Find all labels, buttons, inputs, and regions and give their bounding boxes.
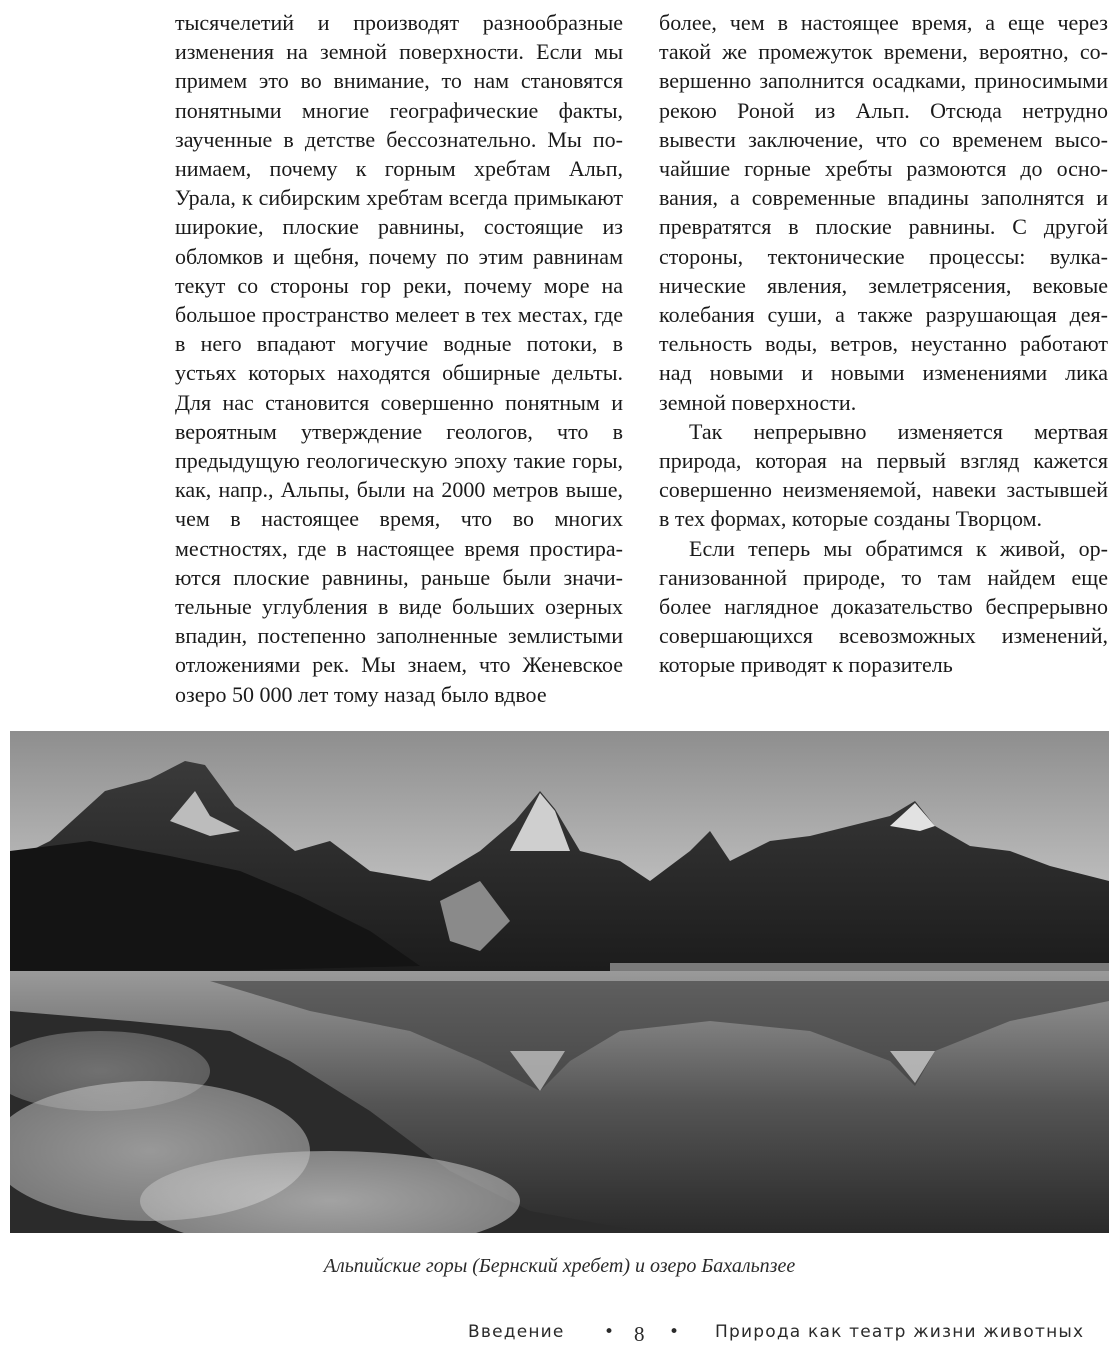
figure-caption: Альпийские горы (Бернский хребет) и озеро Бахальпзее (323, 1255, 796, 1277)
footer-separator: • (669, 1322, 681, 1342)
footer-chapter-title: Природа как театр жизни животных (715, 1322, 1085, 1342)
paragraph: более, чем в настоящее время, а еще через такой же промежуток времени, вероятно, совершенно заполнится осадками, приносимыми рекою Роной из Альп. Отсюда нетрудно вывести заключение, что со временем высочайшие горные хребты размоются до основания, а современные впадины заполнятся и превратятся в плоские равнины. С другой стороны, тектонические процессы: вулканические явления, землетрясения, вековые колебания суши, а также разрушающая деятельность воды, ветров, неустанно работают над новыми и новыми изменениями лика земной поверхности. (659, 10, 1108, 415)
page-footer (0, 1320, 1119, 1346)
mountain-lake-photo (10, 731, 1109, 1233)
text-column-right (659, 8, 1108, 680)
footer-separator: • (604, 1322, 616, 1342)
text-column-left (175, 8, 623, 709)
page-number: 8 (634, 1322, 645, 1346)
paragraph: Если теперь мы обратимся к живой, организованной природе, то там найдем еще более наглядное доказательство беспрерывно совершающихся всевозможных изменений, которые приводят к поразитель (659, 535, 1108, 678)
paragraph: тысячелетий и производят разнообразные изменения на земной поверхности. Если мы примем это во внимание, то нам становятся понятными многие географические факты, заученные в детстве бессознательно. Мы понимаем, почему к горным хребтам Альп, Урала, к сибирским хребтам всегда примыкают широкие, плоские равнины, состоящие из обломков и щебня, почему по этим равнинам текут со стороны гор реки, почему море на большое пространство мелеет в тех местах, где в него впадают могучие водные потоки, в устьях которых находятся обширные дельты. Для нас становится совершенно понятным и вероятным утверждение геологов, что в предыдущую геологическую эпоху такие горы, как, напр., Альпы, были на 2000 метров выше, чем в настоящее время, что во многих местностях, где в настоящее время простираются плоские равнины, раньше были значительные углубления в виде больших озерных впадин, постепенно заполненные землистыми отложениями рек. Мы знаем, что Женевское озеро 50 000 лет тому назад было вдвое (175, 10, 623, 707)
footer-section-title: Введение (468, 1322, 565, 1342)
paragraph: Так непрерывно изменяется мертвая природа, которая на первый взгляд кажется совершенно неизменяемой, навеки застывшей в тех формах, которые созданы Творцом. (659, 418, 1108, 532)
